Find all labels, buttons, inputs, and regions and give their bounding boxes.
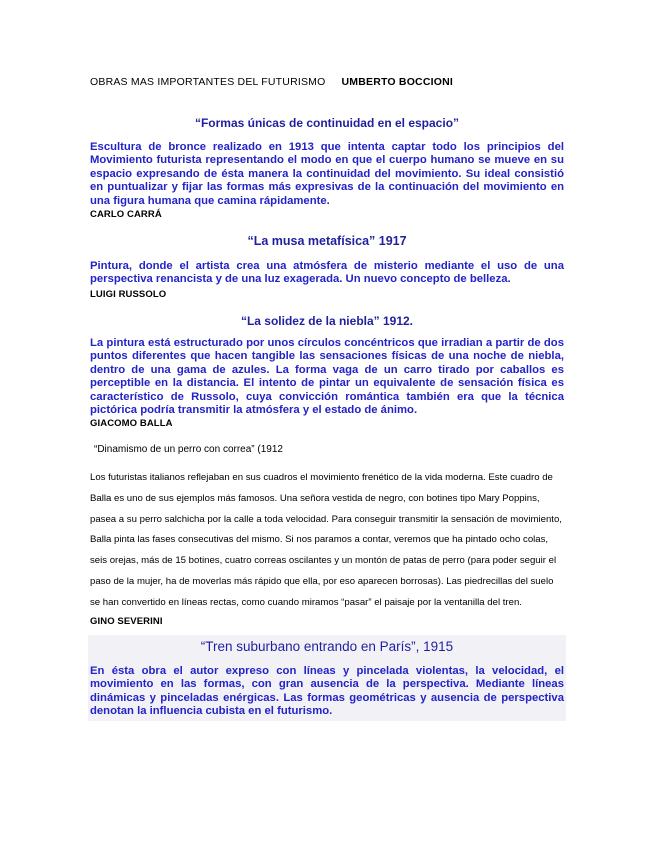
author-name: GINO SEVERINI [90,616,163,627]
author-name: CARLO CARRÁ [90,209,162,220]
work-title: “La musa metafísica” 1917 [247,234,407,248]
work-description: La pintura está estructurado por unos círculos concéntricos que irradian a partir de dos puntos diferentes que hacen tangible las sensaciones físicas de una noche de niebla, dentro de una gama de azules. La forma vaga de un carro tirado por caballos es perceptible en la distancia. El intento de pintar un equivalente de sensación física es característico de Russolo, cuya convicción romántica también era que la técnica pictórica podría transmitir la atmósfera y el estado de ánimo. [90,337,564,417]
work-title: “La solidez de la niebla” 1912. [240,314,414,328]
author-name: GIACOMO BALLA [90,418,173,429]
work-description: Los futuristas italianos reflejaban en sus cuadros el movimiento frenético de la vida moderna. Este cuadro de Balla es uno de sus ejemplos más famosos. Una señora vestida de negro, con botines tipo Mary Poppins, pasea a su perro salchicha por la calle a toda velocidad. Para conseguir transmitir la sensación de movimiento, Balla pinta las fases consecutivas del mismo. Si nos paramos a contar, veremos que ha pintado ocho colas, seis orejas, más de 15 botines, cuatro correas oscilantes y un montón de patas de perro (para poder seguir el paso de la mujer, ha de moverlas más rápido que ella, por eso aparecen borrosas). Las piedrecillas del suelo se han convertido en líneas rectas, como cuando miramos “pasar” el paisaje por la ventanilla del tren. [90,472,562,608]
document-title: OBRAS MAS IMPORTANTES DEL FUTURISMO [90,76,326,88]
work-title: “Dinamismo de un perro con correa” (1912 [94,444,283,455]
work-title: “Formas únicas de continuidad en el espacio” [194,116,460,130]
artist-name: UMBERTO BOCCIONI [341,76,454,88]
document-header [90,76,564,88]
work-description: Escultura de bronce realizado en 1913 que intenta captar todo los principios del Movimiento futurista representando el modo en que el cuerpo humano se mueve en su espacio expresando de ésta manera la continuidad del movimiento. Su ideal consistió en puntualizar y fijar las formas más expresivas de la continuación del movimiento en una figura humana que camina rápidamente. [90,141,564,207]
work-title: “Tren suburbano entrando en París”, 1915 [200,639,454,654]
work-description: En ésta obra el autor expreso con líneas y pincelada violentas, la velocidad, el movimiento en las formas, con gran ausencia de la perspectiva. Mediante líneas dinámicas y pinceladas enérgicas. Las formas geométricas y ausencia de perspectiva denotan la influencia cubista en el futurismo. [90,665,564,718]
author-name: LUIGI RUSSOLO [90,289,167,300]
work-description: Pintura, donde el artista crea una atmósfera de misterio mediante el uso de una perspectiva renancista y de una luz exagerada. Un nuevo concepto de belleza. [90,260,564,286]
